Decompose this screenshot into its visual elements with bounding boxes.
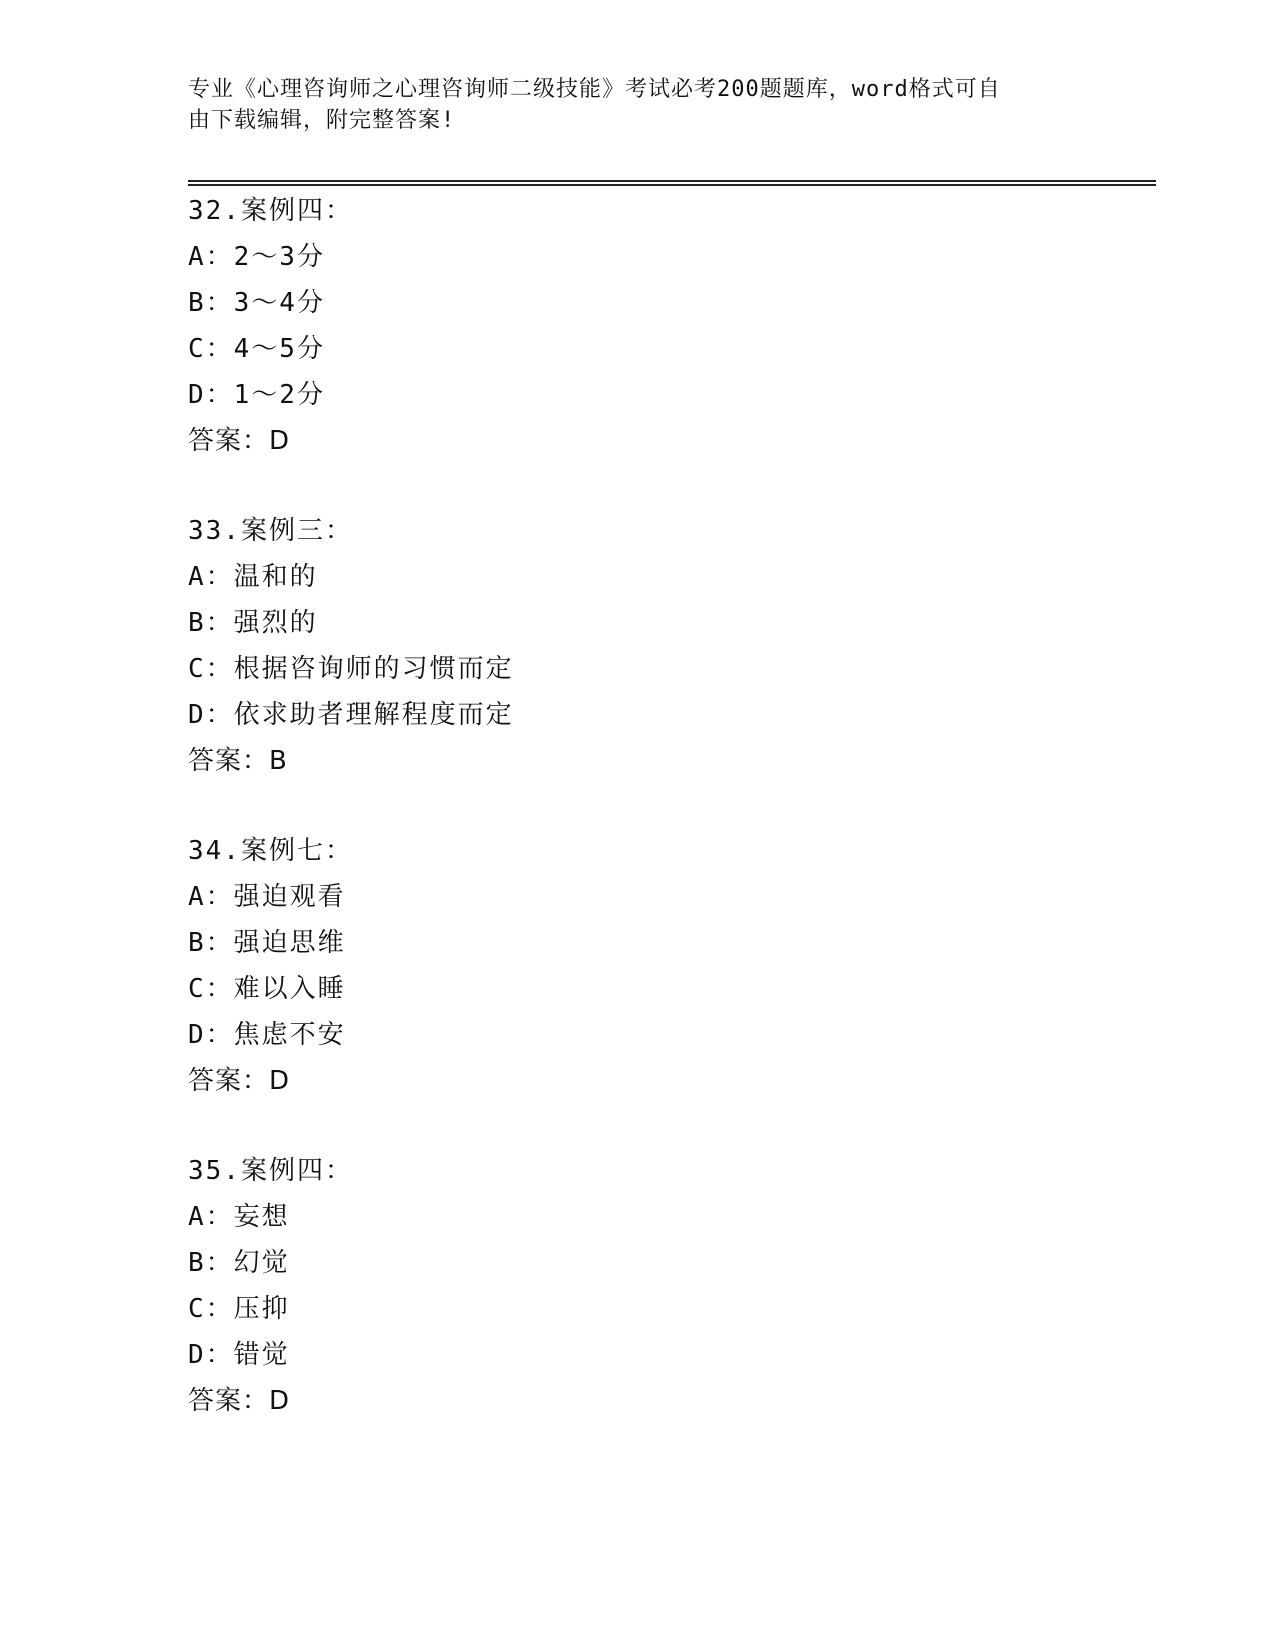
option-b: B：幻觉 xyxy=(188,1248,290,1278)
option-b: B：3～4分 xyxy=(188,288,325,318)
option-a: A：妄想 xyxy=(188,1202,290,1232)
option-d: D：错觉 xyxy=(188,1340,290,1370)
question-title: 35.案例四： xyxy=(188,1156,353,1186)
answer-line: 答案：B xyxy=(188,746,288,776)
question-block xyxy=(188,828,888,1104)
option-b: B：强烈的 xyxy=(188,608,318,638)
option-c: C：压抑 xyxy=(188,1294,290,1324)
option-a: A：强迫观看 xyxy=(188,882,346,912)
document-header xyxy=(188,74,1068,136)
option-b: B：强迫思维 xyxy=(188,928,346,958)
question-block xyxy=(188,508,888,784)
option-a: A：温和的 xyxy=(188,562,318,592)
header-line-1: 专业《心理咨询师之心理咨询师二级技能》考试必考200题题库，word格式可自 xyxy=(188,77,1001,102)
question-block xyxy=(188,188,888,464)
question-title: 32.案例四： xyxy=(188,196,353,226)
answer-line: 答案：D xyxy=(188,426,291,456)
answer-line: 答案：D xyxy=(188,1386,291,1416)
header-divider xyxy=(188,180,1156,186)
answer-line: 答案：D xyxy=(188,1066,291,1096)
option-c: C：4～5分 xyxy=(188,334,325,364)
question-title: 34.案例七： xyxy=(188,836,353,866)
option-d: D：焦虑不安 xyxy=(188,1020,346,1050)
question-block xyxy=(188,1148,888,1424)
header-line-2: 由下载编辑，附完整答案! xyxy=(188,108,456,133)
option-d: D：依求助者理解程度而定 xyxy=(188,700,514,730)
option-d: D：1～2分 xyxy=(188,380,325,410)
option-c: C：根据咨询师的习惯而定 xyxy=(188,654,514,684)
option-a: A：2～3分 xyxy=(188,242,325,272)
option-c: C：难以入睡 xyxy=(188,974,346,1004)
question-title: 33.案例三： xyxy=(188,516,353,546)
